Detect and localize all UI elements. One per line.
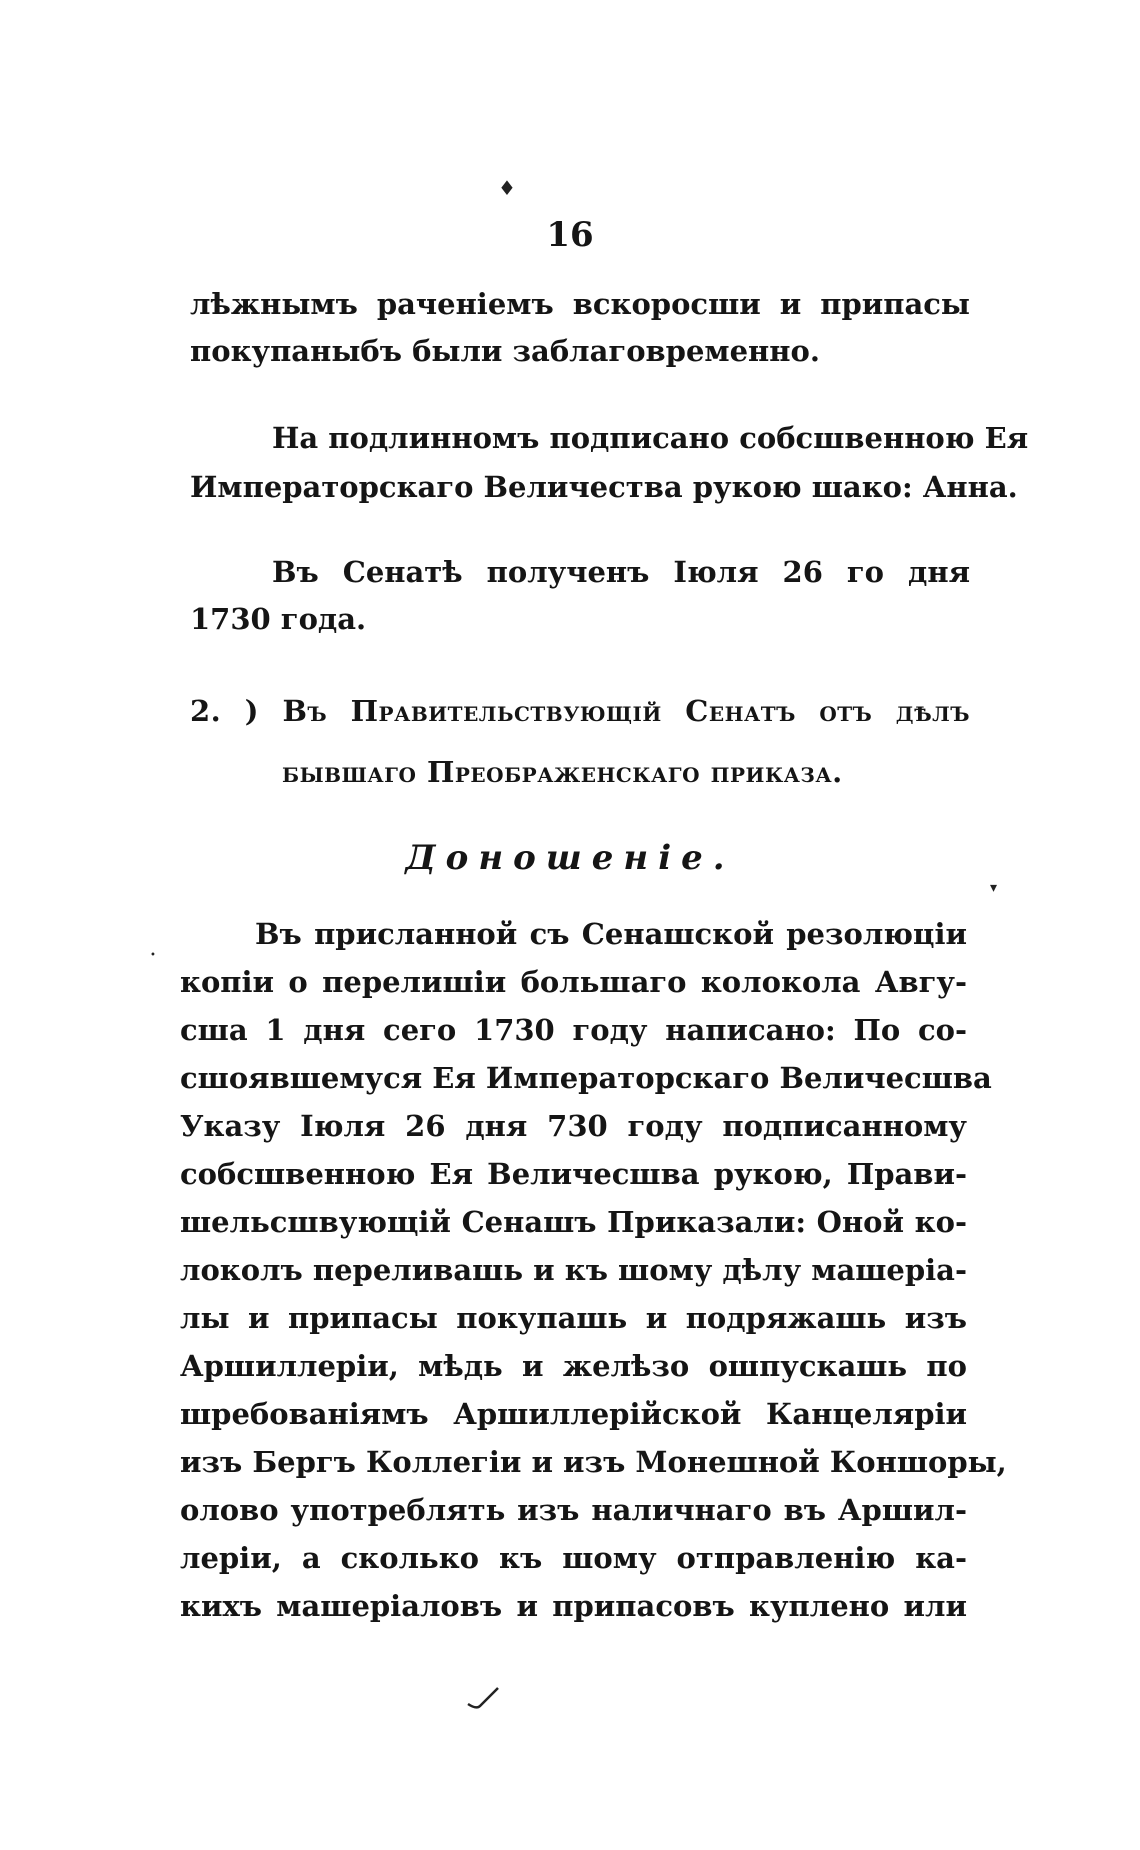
page-number: 16 xyxy=(546,215,594,255)
ink-speck: ▾ xyxy=(990,880,998,896)
body-line: шельсшвующій Сенашъ Приказали: Оной ко- xyxy=(180,1205,967,1239)
section-title: бывшаго Преображенскаго приказа. xyxy=(282,755,843,789)
body-line: леріи, а сколько къ шому отправленію ка- xyxy=(180,1541,967,1575)
signature-line: Императорскаго Величества рукою шако: Анна. xyxy=(190,470,1018,504)
ink-speck: ♦ xyxy=(498,176,516,200)
body-line: собсшвенною Ея Величесшва рукою, Прави- xyxy=(180,1157,967,1191)
signature-line: На подлинномъ подписано собсшвенною Ея xyxy=(272,421,1029,455)
body-line: олово употреблять изъ наличнаго въ Аршил- xyxy=(180,1493,967,1527)
received-line: 1730 года. xyxy=(190,602,367,636)
body-line: шребованіямъ Аршиллерійской Канцеляріи xyxy=(180,1397,967,1431)
text-line: покупаныбъ были заблаговременно. xyxy=(190,334,820,368)
body-line: Указу Іюля 26 дня 730 году подписанному xyxy=(180,1109,967,1143)
body-line: кихъ машеріаловъ и припасовъ куплено или xyxy=(180,1589,967,1623)
section-title: 2. ) Въ Правительствующій Сенатъ отъ дѣлъ xyxy=(190,694,970,728)
body-line: копіи о перелишіи большаго колокола Авгу- xyxy=(180,965,967,999)
ink-speck: • xyxy=(150,950,156,961)
body-line: изъ Бергъ Коллегіи и изъ Монешной Коншоры, xyxy=(180,1445,1007,1479)
text-line: лѣжнымъ раченіемъ вскоросши и припасы xyxy=(190,287,970,321)
document-heading: Доношеніе. xyxy=(405,838,735,878)
body-line: Въ присланной съ Сенашской резолюціи xyxy=(255,917,967,951)
body-line: сшоявшемуся Ея Императорскаго Величесшва xyxy=(180,1061,992,1095)
body-line: сша 1 дня сего 1730 году написано: По со- xyxy=(180,1013,967,1047)
body-line: Аршиллеріи, мѣдь и желѣзо ошпускашь по xyxy=(180,1349,967,1383)
body-line: локолъ переливашь и къ шому дѣлу машеріа- xyxy=(180,1253,967,1287)
catchword-mark xyxy=(466,1686,500,1712)
received-line: Въ Сенатѣ полученъ Іюля 26 го дня xyxy=(272,555,970,589)
body-line: лы и припасы покупашь и подряжашь изъ xyxy=(180,1301,967,1335)
